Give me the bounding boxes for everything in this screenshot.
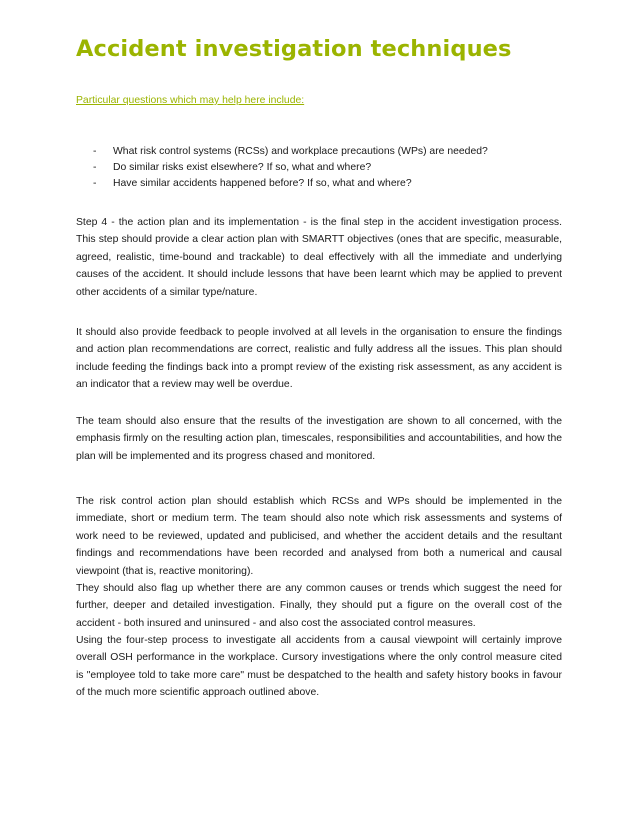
paragraph-results: The team should also ensure that the results of the investigation are shown to all concerned, with the emphasis firmly on the resulting action plan, timescales, responsibilities and accountabilities, and how the plan will be implemented and its progress chased and monitored. (76, 416, 562, 462)
paragraph-action-plan: The risk control action plan should establish which RCSs and WPs should be implemented in the immediate, short or medium term. The team should also note which risk assessments and systems of work need to be reviewed, updated and publicised, and whether the accident details and the resultant findings and recommendations have been recorded and analysed from both a numerical and causal viewpoint (that is, reactive monitoring). (76, 496, 562, 577)
list-item-text: Do similar risks exist elsewhere? If so, what and where? (113, 162, 372, 173)
page-title: Accident investigation techniques (76, 36, 512, 62)
question-list (93, 144, 488, 192)
list-item-text: Have similar accidents happened before? If so, what and where? (113, 178, 412, 189)
paragraph-flag-up: They should also flag up whether there are any common causes or trends which suggest the need for further, deeper and detailed investigation. Finally, they should put a figure on the overall cost of the accident - both insured and uninsured - and also cost the associated control measures. (76, 583, 562, 629)
list-item-text: What risk control systems (RCSs) and workplace precautions (WPs) are needed? (113, 146, 488, 157)
paragraph-four-step: Using the four-step process to investigate all accidents from a causal viewpoint will certainly improve overall OSH performance in the workplace. Cursory investigations where the only control measure cited is "employee told to take more care" must be despatched to the health and safety history books in favour of the much more scientific approach outlined above. (76, 635, 562, 699)
paragraph-feedback: It should also provide feedback to people involved at all levels in the organisation to ensure the findings and action plan recommendations are correct, realistic and fully address all the issues. This plan should include feeding the findings back into a prompt review of the existing risk assessment, as any accident is an indicator that a review may well be overdue. (76, 327, 562, 391)
bullet-marker: - (93, 146, 97, 157)
list-item (93, 144, 488, 160)
paragraph-step4: Step 4 - the action plan and its implementation - is the final step in the accident investigation process. This step should provide a clear action plan with SMARTT objectives (ones that are specific, measurable, agreed, realistic, time-bound and trackable) to deal effectively with all the immediate and underlying causes of the accident. It should include lessons that have been learnt which may be applied to prevent other accidents of a similar type/nature. (76, 217, 562, 298)
bullet-marker: - (93, 178, 97, 189)
list-item (93, 176, 488, 192)
list-item (93, 160, 488, 176)
bullet-marker: - (93, 162, 97, 173)
section-subheading: Particular questions which may help here include: (76, 95, 305, 106)
